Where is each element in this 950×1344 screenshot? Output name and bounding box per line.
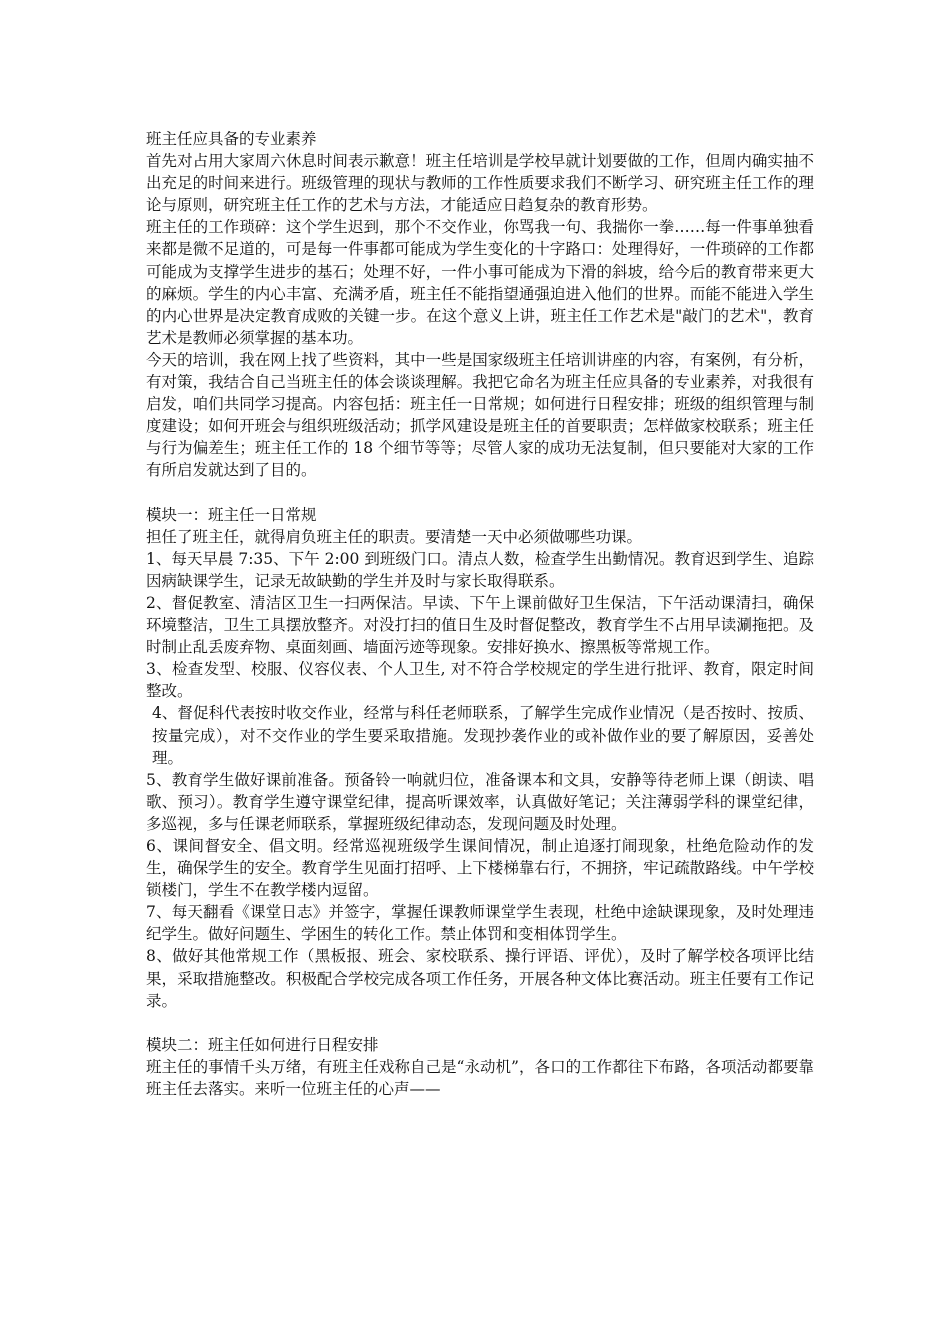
module1-heading: 模块一：班主任一日常规 <box>146 505 317 524</box>
module1-item-7: 7、每天翻看《课堂日志》并签字，掌握任课教师课堂学生表现，杜绝中途缺课现象，及时处理违纪学生。做好问题生、学困生的转化工作。禁止体罚和变相体罚学生。 <box>146 903 814 944</box>
module1-lead: 担任了班主任，就得肩负班主任的职责。要清楚一天中必须做哪些功课。 <box>146 527 643 546</box>
document-title: 班主任应具备的专业素养 <box>146 130 317 148</box>
document-page <box>146 128 814 1100</box>
spacer <box>146 482 814 504</box>
intro-paragraph-1: 首先对占用大家周六休息时间表示歉意！班主任培训是学校早就计划要做的工作，但周内确实抽不出充足的时间来进行。班级管理的现状与教师的工作性质要求我们不断学习、研究班主任工作的理论与原则，研究班主任工作的艺术与方法，才能适应日趋复杂的教育形势。 <box>146 152 814 215</box>
module2-lead: 班主任的事情千头万绪，有班主任戏称自己是“永动机”，各口的工作都往下布路，各项活动都要靠班主任去落实。来听一位班主任的心声—— <box>146 1057 814 1099</box>
module1-item-6: 6、课间督安全、倡文明。经常巡视班级学生课间情况，制止追逐打闹现象，杜绝危险动作的发生，确保学生的安全。教育学生见面打招呼、上下楼梯靠右行，不拥挤，牢记疏散路线。中午学校锁楼门，学生不在教学楼内逗留。 <box>146 837 814 900</box>
intro-paragraph-2: 班主任的工作琐碎：这个学生迟到，那个不交作业，你骂我一句、我揣你一拳……每一件事单独看来都是微不足道的，可是每一件事都可能成为学生变化的十字路口：处理得好，一件琐碎的工作都可能成为支撑学生进步的基石；处理不好，一件小事可能成为下滑的斜坡，给今后的教育带来更大的麻烦。学生的内心丰富、充满矛盾，班主任不能指望通强迫进入他们的世界。而能不能进入学生的内心世界是决定教育成败的关键一步。在这个意义上讲，班主任工作艺术是"敲门的艺术"，教育艺术是教师必须掌握的基本功。 <box>146 218 814 347</box>
module1-item-5: 5、教育学生做好课前准备。预备铃一响就归位，准备课本和文具，安静等待老师上课（朗读、唱歌、预习）。教育学生遵守课堂纪律，提高听课效率，认真做好笔记；关注薄弱学科的课堂纪律，多巡视，多与任课老师联系，掌握班级纪律动态，发现问题及时处理。 <box>146 770 814 833</box>
module1-item-1: 1、每天早晨 7:35、下午 2:00 到班级门口。清点人数，检查学生出勤情况。教育迟到学生、追踪因病缺课学生，记录无故缺勤的学生并及时与家长取得联系。 <box>146 549 814 590</box>
spacer <box>146 1012 814 1034</box>
module2-heading: 模块二：班主任如何进行日程安排 <box>146 1035 379 1054</box>
module1-item-4: 4、督促科代表按时收交作业，经常与科任老师联系，了解学生完成作业情况（是否按时、按质、按量完成），对不交作业的学生要采取措施。发现抄袭作业的或补做作业的要了解原因，妥善处理。 <box>152 704 814 767</box>
module1-item-2: 2、督促教室、清洁区卫生一扫两保洁。早读、下午上课前做好卫生保洁，下午活动课清扫，确保环境整洁，卫生工具摆放整齐。对没打扫的值日生及时督促整改，教育学生不占用早读涮拖把。及时制止乱丢废弃物、桌面刻画、墙面污迹等现象。安排好换水、擦黑板等常规工作。 <box>146 593 814 657</box>
intro-paragraph-3: 今天的培训，我在网上找了些资料，其中一些是国家级班主任培训讲座的内容，有案例，有分析，有对策，我结合自己当班主任的体会谈谈理解。我把它命名为班主任应具备的专业素养，对我很有启发，咱们共同学习提高。内容包括：班主任一日常规；如何进行日程安排；班级的组织管理与制度建设；如何开班会与组织班级活动；抓学风建设是班主任的首要职责；怎样做家校联系；班主任与行为偏差生；班主任工作的 18 个细节等等；尽管人家的成功无法复制，但只要能对大家的工作有所启发就达到了目的。 <box>146 350 814 480</box>
module1-item-8: 8、做好其他常规工作（黑板报、班会、家校联系、操行评语、评优），及时了解学校各项评比结果，采取措施整改。积极配合学校完成各项工作任务，开展各种文体比赛活动。班主任要有工作记录。 <box>146 947 814 1010</box>
module1-item-3: 3、检查发型、校服、仪容仪表、个人卫生, 对不符合学校规定的学生进行批评、教育，限定时间整改。 <box>146 660 814 701</box>
